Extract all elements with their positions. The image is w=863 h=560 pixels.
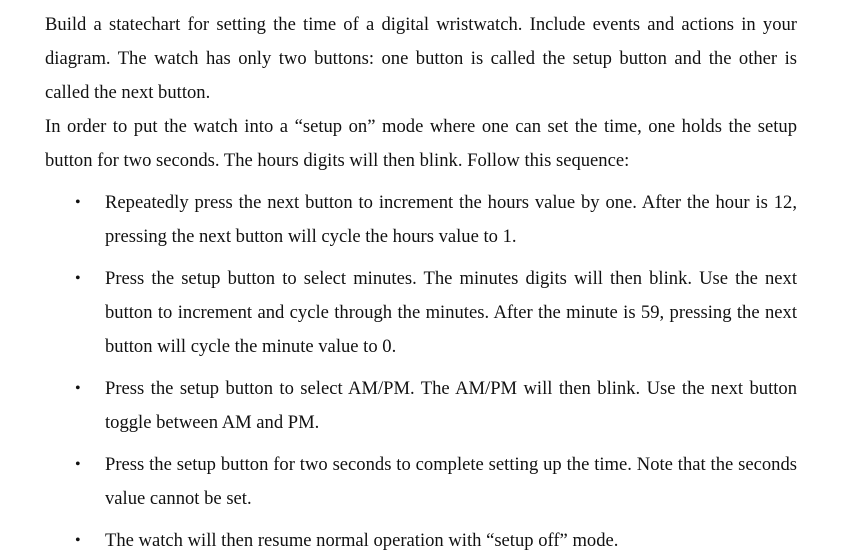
list-item xyxy=(45,186,797,254)
list-item xyxy=(45,524,797,558)
list-item-text: Press the setup button for two seconds to complete setting up the time. Note that the seconds value cannot be set. xyxy=(105,454,797,509)
bullet-icon: • xyxy=(75,532,81,549)
setup-paragraph: In order to put the watch into a “setup on” mode where one can set the time, one holds the setup button for two seconds. The hours digits will then blink. Follow this sequence: xyxy=(45,116,797,171)
document-body xyxy=(45,8,797,558)
list-item xyxy=(45,448,797,516)
list-item xyxy=(45,262,797,364)
sequence-list xyxy=(45,186,797,558)
list-item-text: Press the setup button to select minutes. The minutes digits will then blink. Use the next button to increment and cycle through the minutes. After the minute is 59, pressing the next button will cycle the minute value to 0. xyxy=(105,268,797,357)
bullet-icon: • xyxy=(75,456,81,473)
list-item-text: The watch will then resume normal operation with “setup off” mode. xyxy=(105,530,619,551)
bullet-icon: • xyxy=(75,380,81,397)
list-item xyxy=(45,372,797,440)
bullet-icon: • xyxy=(75,194,81,211)
bullet-icon: • xyxy=(75,270,81,287)
intro-paragraph: Build a statechart for setting the time of a digital wristwatch. Include events and actions in your diagram. The watch has only two buttons: one button is called the setup button and the other is called the next button. xyxy=(45,14,797,103)
list-item-text: Repeatedly press the next button to increment the hours value by one. After the hour is 12, pressing the next button will cycle the hours value to 1. xyxy=(105,192,797,247)
list-item-text: Press the setup button to select AM/PM. The AM/PM will then blink. Use the next button toggle between AM and PM. xyxy=(105,378,797,433)
